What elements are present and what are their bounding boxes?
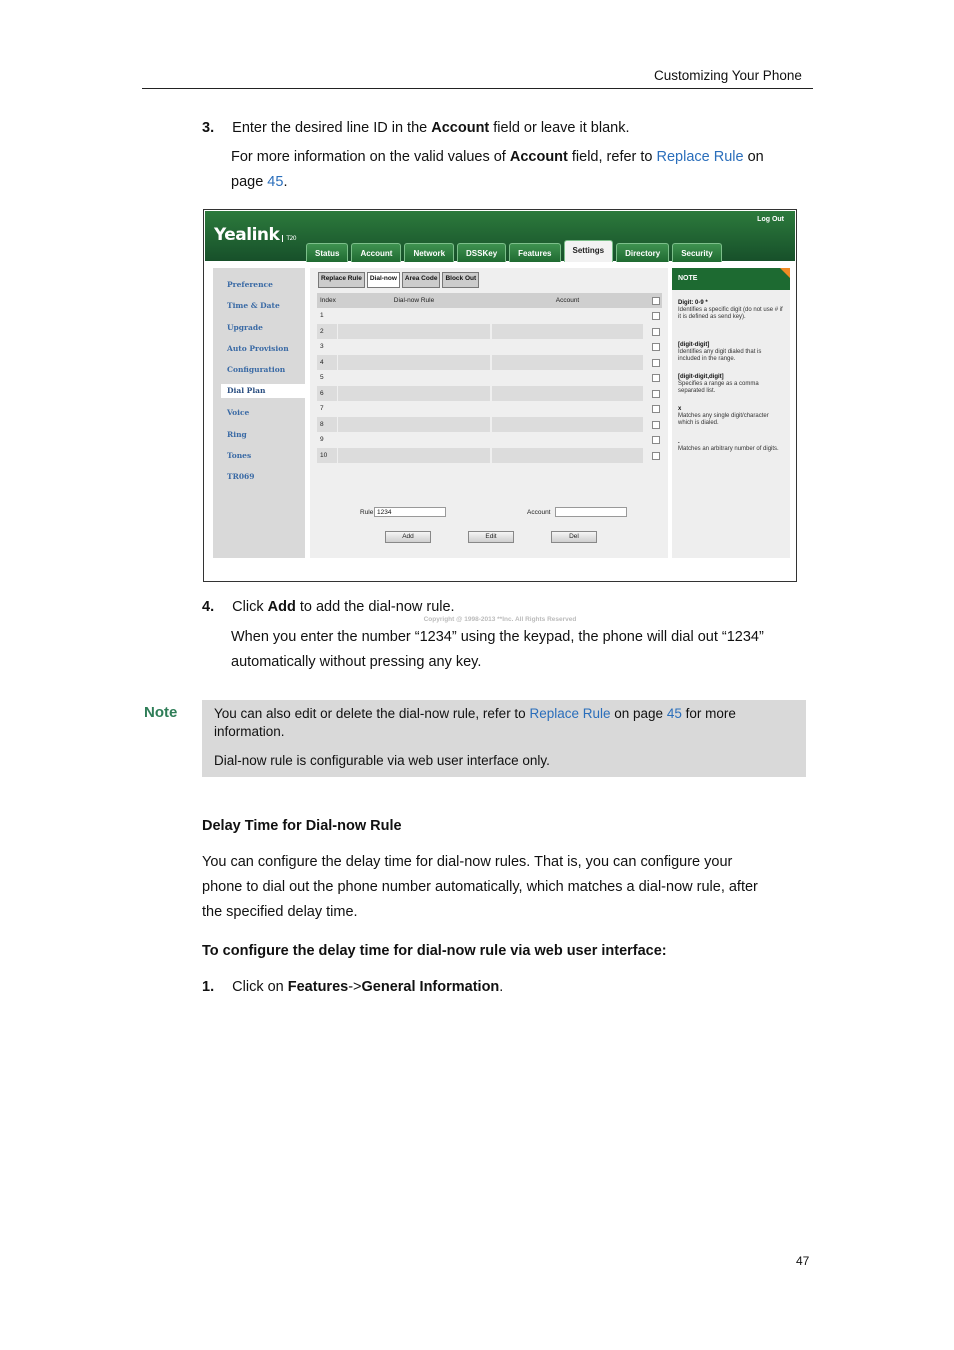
replace-rule-link[interactable]: Replace Rule: [529, 706, 611, 721]
procedure-step-1: [202, 975, 503, 1000]
note-term: .: [678, 439, 680, 445]
general-information-term: General Information: [361, 979, 500, 995]
row-index: 3: [320, 343, 324, 350]
note-text: You can also edit or delete the dial-now rule, refer to: [214, 706, 530, 721]
account-term: Account: [509, 149, 568, 165]
note-panel: [672, 268, 790, 558]
dial-now-table: [317, 293, 662, 463]
delete-button[interactable]: Del: [551, 531, 597, 543]
rule-input[interactable]: 1234: [374, 507, 446, 517]
add-button[interactable]: Add: [385, 531, 431, 543]
info-text: on: [743, 149, 764, 165]
table-row: [317, 324, 662, 340]
row-checkbox[interactable]: [652, 343, 660, 351]
step-text: Enter the desired line ID in the: [232, 120, 432, 136]
note-corner-icon: [780, 268, 790, 278]
step-4-desc-2: automatically without pressing any key.: [231, 654, 482, 670]
tab-security[interactable]: Security: [672, 243, 722, 262]
account-header: Account: [555, 297, 580, 304]
main-tabs: [306, 243, 722, 262]
settings-sidebar: [213, 268, 305, 558]
procedure-heading: To configure the delay time for dial-now rule via web user interface:: [202, 943, 667, 959]
step-text: ->: [348, 979, 362, 995]
table-row: [317, 355, 662, 371]
step-text: Click on: [232, 979, 288, 995]
info-text: page: [231, 174, 268, 190]
tab-features[interactable]: Features: [509, 243, 560, 262]
model-text: T20: [282, 235, 296, 242]
tab-settings[interactable]: Settings: [564, 240, 614, 262]
note-term: [digit-digit,digit]: [678, 374, 724, 380]
note-desc: Specifies a range as a comma separated list.: [678, 381, 759, 394]
sidebar-item-auto-provision[interactable]: Auto Provision: [227, 344, 289, 353]
info-text: For more information on the valid values of: [231, 149, 510, 165]
step-4: [202, 595, 455, 620]
section-para: You can configure the delay time for dial-now rules. That is, you can configure your: [202, 854, 733, 870]
table-row: [317, 339, 662, 355]
row-checkbox[interactable]: [652, 328, 660, 336]
table-row: [317, 308, 662, 324]
rule-label: Rule: [360, 509, 374, 516]
features-term: Features: [287, 979, 349, 995]
sidebar-item-time-date[interactable]: Time & Date: [227, 301, 280, 310]
note-item: [678, 439, 784, 453]
sidebar-item-configuration[interactable]: Configuration: [227, 365, 286, 374]
row-index: 1: [320, 312, 324, 319]
note-label: Note: [144, 704, 178, 721]
subtab-area-code[interactable]: Area Code: [402, 272, 441, 288]
logout-link[interactable]: Log Out: [757, 216, 784, 223]
subtab-block-out[interactable]: Block Out: [442, 272, 479, 288]
step-text: Click: [232, 599, 268, 615]
tab-dsskey[interactable]: DSSKey: [457, 243, 506, 262]
table-row: [317, 417, 662, 433]
row-index: 4: [320, 358, 324, 366]
note-box: [202, 700, 806, 777]
account-term: Account: [431, 120, 490, 136]
tab-account[interactable]: Account: [351, 243, 401, 262]
row-checkbox[interactable]: [652, 359, 660, 367]
sidebar-item-ring[interactable]: Ring: [227, 430, 247, 439]
row-index: 10: [320, 451, 328, 459]
dial-plan-panel: [310, 268, 668, 558]
row-checkbox[interactable]: [652, 390, 660, 398]
table-row: [317, 448, 662, 464]
page-45-link[interactable]: 45: [666, 706, 682, 721]
info-text: field, refer to: [567, 149, 657, 165]
account-label: Account: [527, 509, 551, 516]
tab-directory[interactable]: Directory: [616, 243, 669, 262]
note-term: Digit: 0-9 *: [678, 300, 708, 306]
row-index: 7: [320, 405, 324, 412]
dial-plan-subtabs: [318, 272, 479, 288]
note-line-1: [214, 706, 736, 721]
note-desc: Matches an arbitrary number of digits.: [678, 446, 779, 452]
note-term: x: [678, 406, 682, 412]
step-3: [202, 116, 630, 141]
sidebar-item-voice[interactable]: Voice: [227, 408, 250, 417]
row-index: 9: [320, 436, 324, 443]
tab-network[interactable]: Network: [404, 243, 454, 262]
header-rule: [142, 88, 813, 89]
copyright: Copyright @ 1998-2013 **Inc. All Rights Reserved: [423, 616, 577, 623]
sidebar-item-dial-plan[interactable]: Dial Plan: [221, 384, 305, 398]
info-text: .: [283, 174, 288, 190]
note-line-2: information.: [214, 724, 285, 739]
step-3-info-2: [231, 170, 287, 195]
top-bar: [205, 211, 795, 261]
row-checkbox[interactable]: [652, 405, 660, 413]
step-3-info: [231, 145, 764, 170]
note-item: [678, 300, 784, 321]
rule-header: Dial-now Rule: [393, 297, 435, 304]
note-desc: Identifies any digit dialed that is included in the range.: [678, 349, 762, 362]
sidebar-item-preference[interactable]: Preference: [227, 280, 273, 289]
note-item: [678, 342, 784, 363]
page-45-link[interactable]: 45: [267, 174, 284, 190]
edit-button[interactable]: Edit: [468, 531, 514, 543]
row-checkbox[interactable]: [652, 421, 660, 429]
note-text: for more: [681, 706, 736, 721]
step-text: to add the dial-now rule.: [295, 599, 455, 615]
sidebar-item-tones[interactable]: Tones: [227, 451, 252, 460]
step-4-desc: When you enter the number “1234” using the keypad, the phone will dial out “1234”: [231, 629, 764, 645]
row-checkbox[interactable]: [652, 312, 660, 320]
note-desc: Matches any single digit/character which is dialed.: [678, 413, 769, 426]
note-item: [678, 374, 784, 395]
tab-status[interactable]: Status: [306, 243, 348, 262]
row-checkbox[interactable]: [652, 436, 660, 444]
table-header: [317, 293, 662, 308]
section-para: the specified delay time.: [202, 904, 358, 920]
row-index: 2: [320, 327, 324, 335]
logo-text: Yealink: [214, 225, 280, 245]
table-row: [317, 370, 662, 386]
add-term: Add: [267, 599, 296, 615]
note-header: NOTE: [672, 268, 790, 290]
section-para: phone to dial out the phone number automatically, which matches a dial-now rule, after: [202, 879, 758, 895]
note-text: on page: [610, 706, 667, 721]
step-number: 4.: [202, 599, 215, 615]
row-checkbox[interactable]: [652, 452, 660, 460]
subtab-dial-now[interactable]: Dial-now: [367, 272, 400, 288]
note-item: [678, 406, 784, 427]
account-input[interactable]: [555, 507, 627, 517]
subtab-replace-rule[interactable]: Replace Rule: [318, 272, 365, 288]
index-header: Index: [320, 297, 336, 304]
row-index: 5: [320, 374, 324, 381]
replace-rule-link[interactable]: Replace Rule: [656, 149, 744, 165]
section-heading: Delay Time for Dial-now Rule: [202, 818, 402, 834]
step-text: .: [499, 979, 504, 995]
table-row: [317, 432, 662, 448]
row-index: 8: [320, 420, 324, 428]
row-checkbox[interactable]: [652, 374, 660, 382]
table-row: [317, 386, 662, 402]
step-number: 1.: [202, 979, 215, 995]
running-header: Customizing Your Phone: [654, 68, 802, 83]
note-line-3: Dial-now rule is configurable via web user interface only.: [214, 753, 550, 768]
note-desc: Identifies a specific digit (do not use # if it is defined as send key).: [678, 307, 783, 320]
yealink-logo: [214, 225, 296, 245]
sidebar-item-upgrade[interactable]: Upgrade: [227, 323, 263, 332]
step-text: field or leave it blank.: [489, 120, 630, 136]
page-number: 47: [796, 1254, 810, 1268]
step-number: 3.: [202, 120, 215, 136]
table-row: [317, 401, 662, 417]
sidebar-item-tr069[interactable]: TR069: [227, 472, 255, 481]
note-term: [digit-digit]: [678, 342, 710, 348]
select-all-checkbox[interactable]: [652, 297, 660, 305]
row-index: 6: [320, 389, 324, 397]
